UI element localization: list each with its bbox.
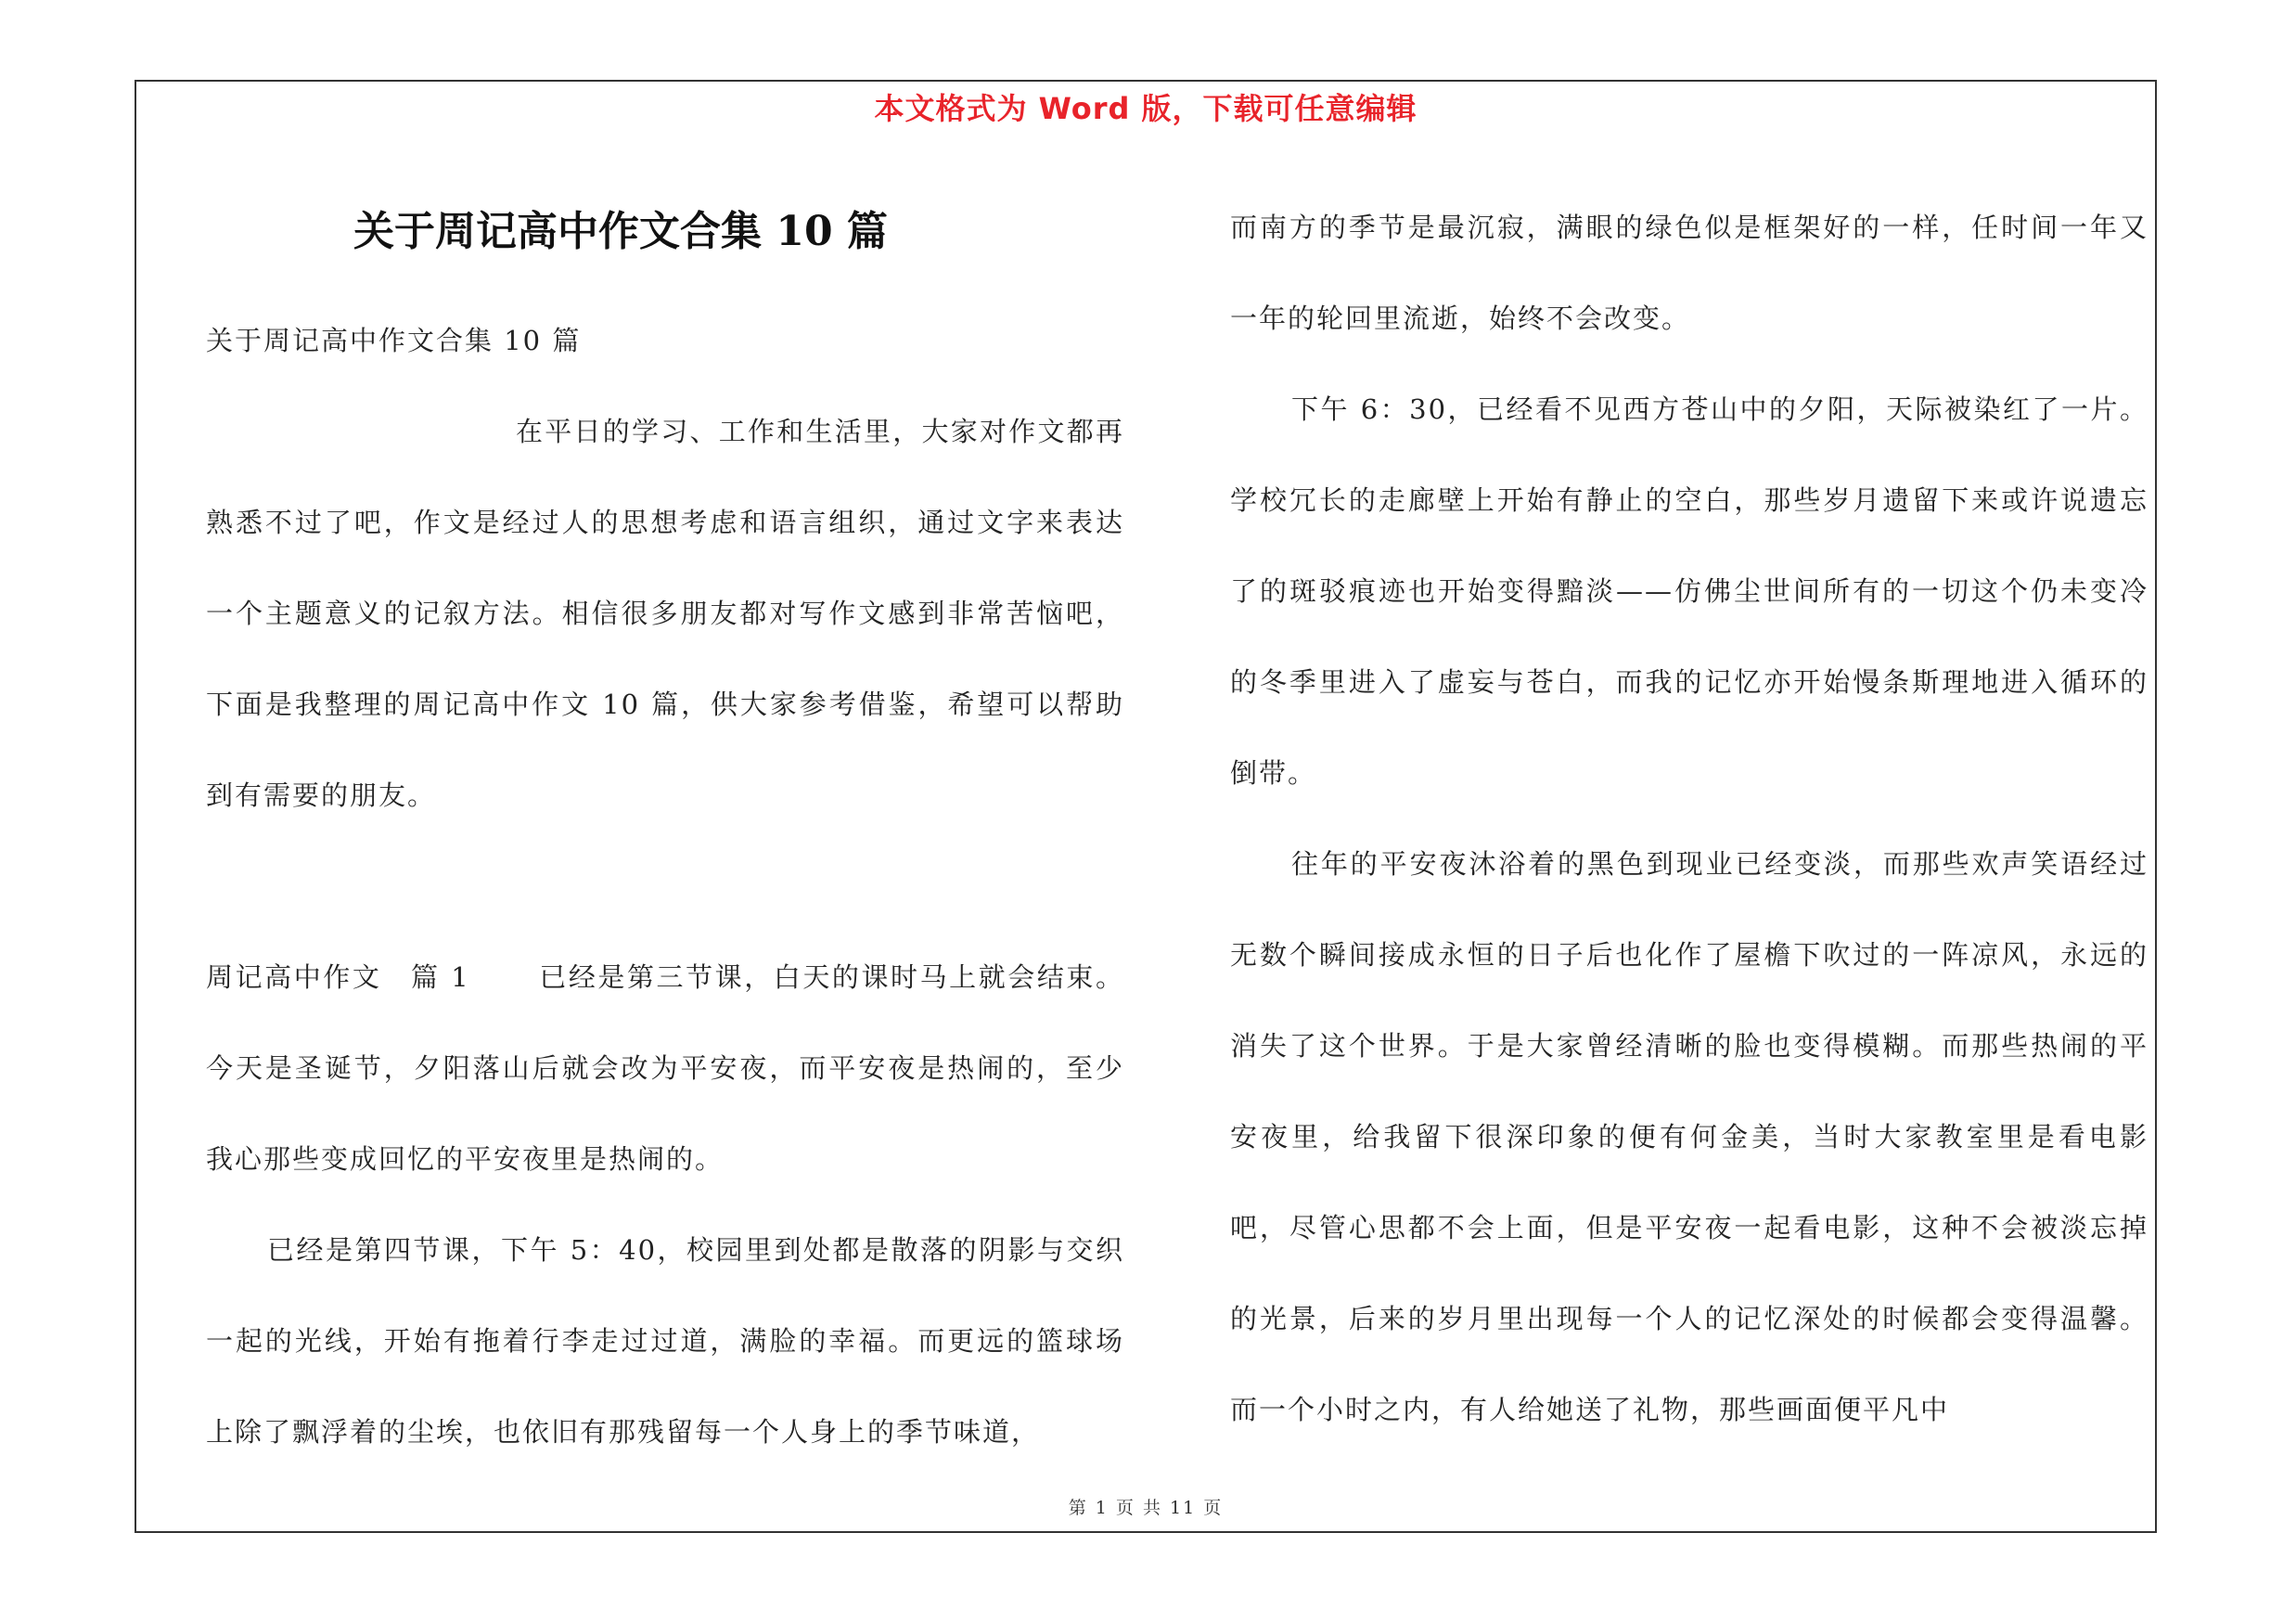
format-banner: 本文格式为 Word 版，下载可任意编辑 bbox=[874, 91, 1417, 126]
chapter-1-text: 已经是第三节课，白天的课时马上就会结束。今天是圣诞节，夕阳落山后就会改为平安夜，而平安夜是热闹的，至少我心那些变成回忆的平安夜里是热闹的。 bbox=[206, 961, 1124, 1175]
document-subtitle: 关于周记高中作文合集 10 篇 bbox=[206, 325, 582, 356]
right-column bbox=[1230, 182, 2148, 1462]
document-title: 关于周记高中作文合集 10 篇 bbox=[353, 208, 888, 255]
intro-paragraph: 在平日的学习、工作和生活里，大家对作文都再熟悉不过了吧，作文是经过人的思想考虑和语言组织，通过文字来表达一个主题意义的记叙方法。相信很多朋友都对写作文感到非常苦恼吧，下面是我整理的周记高中作文 10 篇，供大家参考借鉴，希望可以帮助到有需要的朋友。 bbox=[206, 416, 1124, 811]
left-column bbox=[206, 176, 1124, 1457]
paragraph-2-continuation: 而南方的季节是最沉寂，满眼的绿色似是框架好的一样，任时间一年又一年的轮回里流逝，始终不会改变。 bbox=[1230, 212, 2148, 334]
paragraph-3: 下午 6：30，已经看不见西方苍山中的夕阳，天际被染红了一片。学校冗长的走廊壁上开始有静止的空白，那些岁月遗留下来或许说遗忘了的斑驳痕迹也开始变得黯淡——仿佛尘世间所有的一切这个仍未变冷的冬季里进入了虚妄与苍白，而我的记忆亦开始慢条斯理地进入循环的倒带。 bbox=[1230, 393, 2148, 789]
chapter-heading: 周记高中作文 篇 1 bbox=[206, 961, 470, 993]
page-number-footer: 第 1 页 共 11 页 bbox=[1068, 1498, 1224, 1518]
paragraph-2: 已经是第四节课，下午 5：40，校园里到处都是散落的阴影与交织一起的光线，开始有拖着行李走过过道，满脸的幸福。而更远的篮球场上除了飘浮着的尘埃，也依旧有那残留每一个人身上的季节味道， bbox=[206, 1234, 1124, 1448]
chapter-1-paragraph bbox=[206, 932, 1124, 1204]
paragraph-4: 往年的平安夜沐浴着的黑色到现业已经变淡，而那些欢声笑语经过无数个瞬间接成永恒的日子后也化作了屋檐下吹过的一阵凉风，永远的消失了这个世界。于是大家曾经清晰的脸也变得模糊。而那些热闹的平安夜里，给我留下很深印象的便有何金美，当时大家教室里是看电影吧，尽管心思都不会上面，但是平安夜一起看电影，这种不会被淡忘掉的光景，后来的岁月里出现每一个人的记忆深处的时候都会变得温馨。而一个小时之内，有人给她送了礼物，那些画面便平凡中 bbox=[1230, 848, 2148, 1425]
